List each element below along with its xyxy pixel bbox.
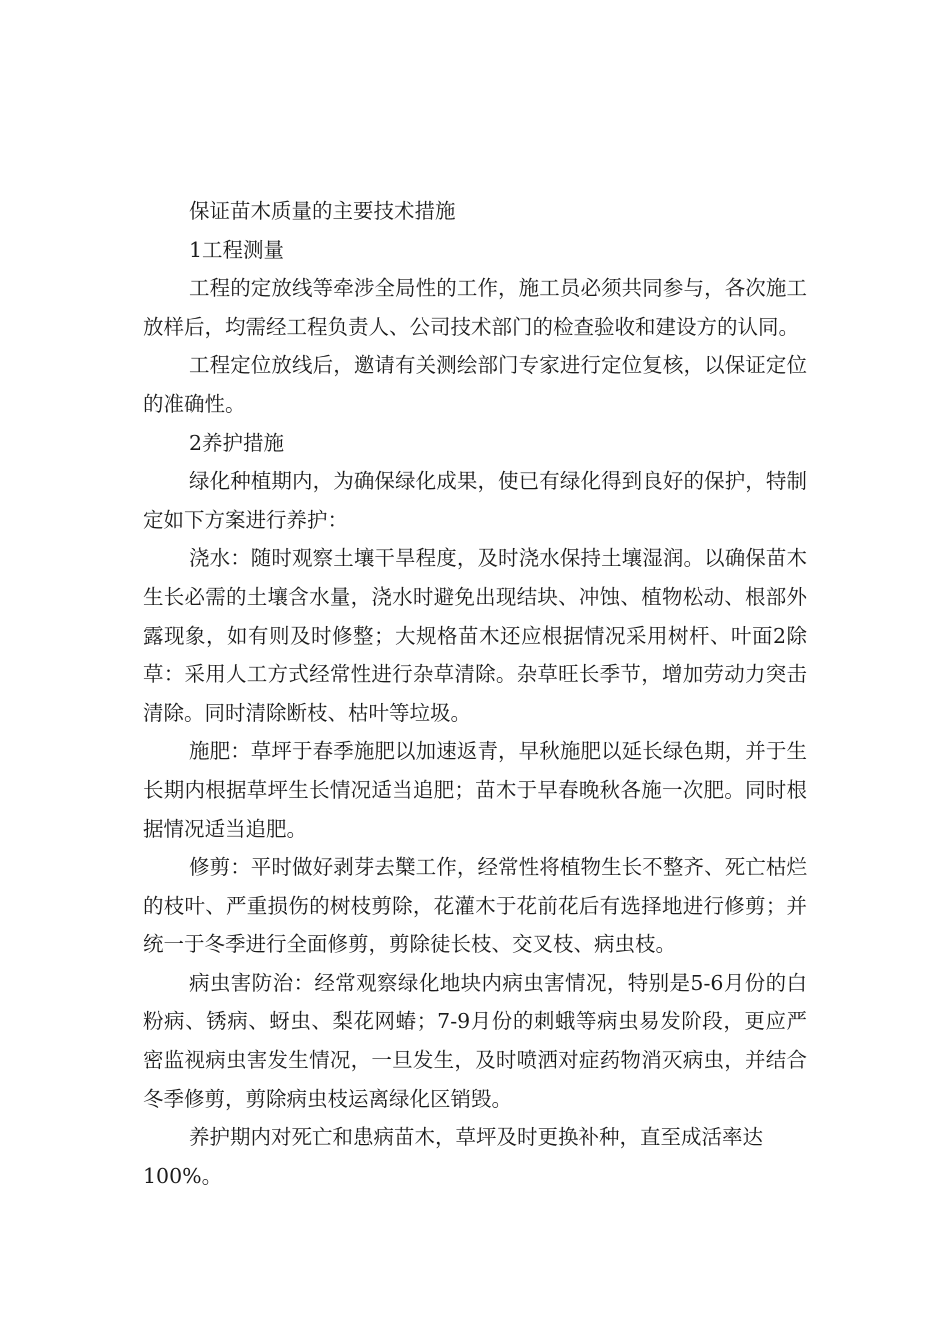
paragraph-surveying-staking: 工程的定放线等牵涉全局性的工作，施工员必须共同参与，各次施工放样后，均需经工程负责人、公司技术部门的检查验收和建设方的认同。 [143,276,807,339]
section-heading-maintenance: 2养护措施 [189,430,285,455]
paragraph-surveying-review: 工程定位放线后，邀请有关测绘部门专家进行定位复核，以保证定位的准确性。 [143,353,807,416]
paragraph-replanting: 养护期内对死亡和患病苗木，草坪及时更换补种，直至成活率达100%。 [143,1125,763,1188]
paragraph-pest-control: 病虫害防治：经常观察绿化地块内病虫害情况，特别是5-6月份的白粉病、锈病、蚜虫、梨花网蝽；7-9月份的刺蛾等病虫易发阶段，更应严密监视病虫害发生情况，一旦发生，及时喷洒对症药物消灭病虫，并结合冬季修剪，剪除病虫枝运离绿化区销毁。 [143,970,807,1111]
paragraph-fertilizing: 施肥：草坪于春季施肥以加速返青，早秋施肥以延长绿色期，并于生长期内根据草坪生长情况适当追肥；苗木于早春晚秋各施一次肥。同时根据情况适当追肥。 [143,739,807,841]
paragraph-pruning: 修剪：平时做好剥芽去櫱工作，经常性将植物生长不整齐、死亡枯烂的枝叶、严重损伤的树枝剪除，花灌木于花前花后有选择地进行修剪；并统一于冬季进行全面修剪，剪除徒长枝、交叉枝、病虫枝。 [143,855,807,957]
document-body [143,192,807,1195]
section-heading-surveying: 1工程测量 [189,237,285,262]
document-title: 保证苗木质量的主要技术措施 [189,199,456,223]
paragraph-maintenance-intro: 绿化种植期内，为确保绿化成果，使已有绿化得到良好的保护，特制定如下方案进行养护： [143,469,807,532]
paragraph-watering-weeding: 浇水：随时观察土壤干旱程度，及时浇水保持土壤湿润。以确保苗木生长必需的土壤含水量，浇水时避免出现结块、冲蚀、植物松动、根部外露现象，如有则及时修整；大规格苗木还应根据情况采用树杆、叶面2除草：采用人工方式经常性进行杂草清除。杂草旺长季节，增加劳动力突击清除。同时清除断枝、枯叶等垃圾。 [143,546,807,725]
